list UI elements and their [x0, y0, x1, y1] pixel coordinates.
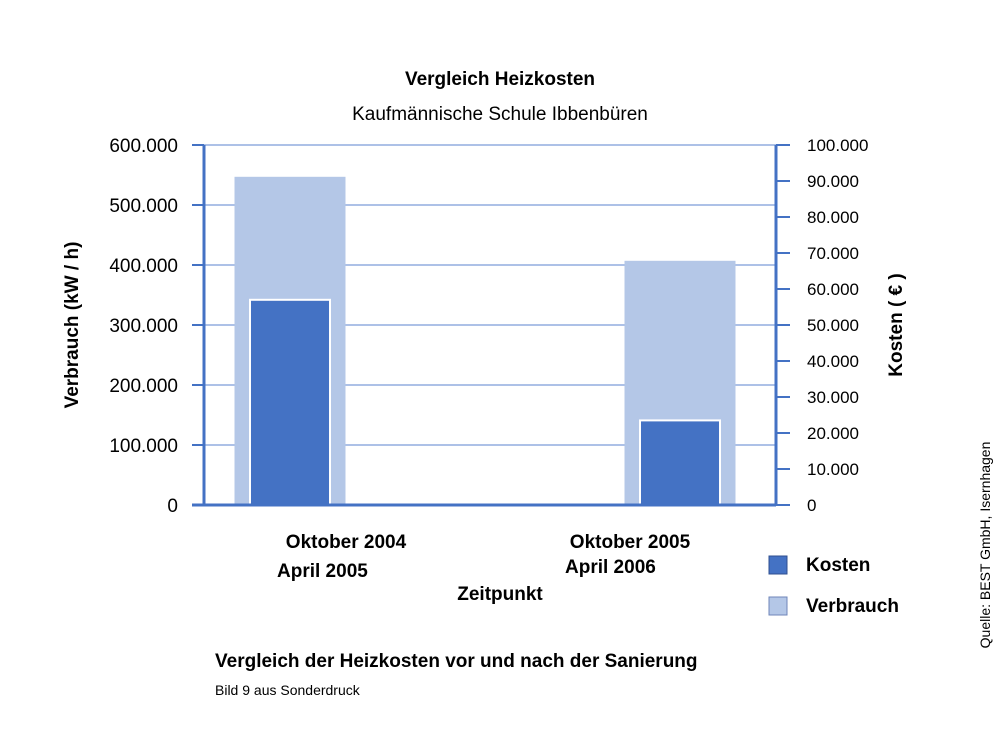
left-tick-label: 300.000 — [109, 316, 178, 337]
legend-swatch-kosten — [769, 556, 787, 574]
right-axis-label: Kosten ( € ) — [886, 273, 907, 377]
right-tick-label: 30.000 — [807, 388, 859, 407]
category-label: Oktober 2004 — [285, 532, 407, 553]
right-tick-label: 20.000 — [807, 424, 859, 443]
figure-caption-sub: Bild 9 aus Sonderdruck — [215, 682, 360, 698]
source-note: Quelle: BEST GmbH, Isernhagen — [977, 441, 993, 649]
left-tick-label: 0 — [167, 496, 178, 517]
left-axis-label: Verbrauch (kW / h) — [62, 241, 83, 409]
category-label: Oktober 2005 — [569, 532, 691, 553]
bar-kosten-1 — [250, 300, 330, 505]
right-tick-label: 60.000 — [807, 280, 859, 299]
right-tick-label: 50.000 — [807, 316, 859, 335]
right-tick-label: 10.000 — [807, 460, 859, 479]
category-label: April 2005 — [277, 561, 368, 582]
legend — [769, 555, 899, 617]
right-tick-label: 40.000 — [807, 352, 859, 371]
right-tick-label: 90.000 — [807, 172, 859, 191]
right-axis-ticks — [776, 136, 868, 515]
category-label: April 2006 — [565, 557, 656, 578]
left-axis-ticks — [109, 136, 204, 517]
figure-caption: Vergleich der Heizkosten vor und nach der Sanierung — [215, 651, 698, 672]
right-tick-label: 80.000 — [807, 208, 859, 227]
right-tick-label: 100.000 — [807, 136, 869, 155]
legend-label-verbrauch: Verbrauch — [806, 596, 899, 617]
right-tick-label: 0 — [807, 496, 817, 515]
legend-swatch-verbrauch — [769, 597, 787, 615]
category-labels — [277, 532, 691, 582]
bars — [235, 177, 736, 505]
left-tick-label: 500.000 — [109, 196, 178, 217]
chart-subtitle: Kaufmännische Schule Ibbenbüren — [352, 104, 648, 125]
left-tick-label: 100.000 — [109, 436, 178, 457]
x-axis-label: Zeitpunkt — [457, 584, 543, 605]
right-tick-label: 70.000 — [807, 244, 859, 263]
left-tick-label: 200.000 — [109, 376, 178, 397]
left-tick-label: 400.000 — [109, 256, 178, 277]
chart-title: Vergleich Heizkosten — [404, 69, 596, 90]
legend-label-kosten: Kosten — [806, 555, 871, 576]
left-tick-label: 600.000 — [109, 136, 178, 157]
bar-kosten-2 — [640, 420, 720, 505]
